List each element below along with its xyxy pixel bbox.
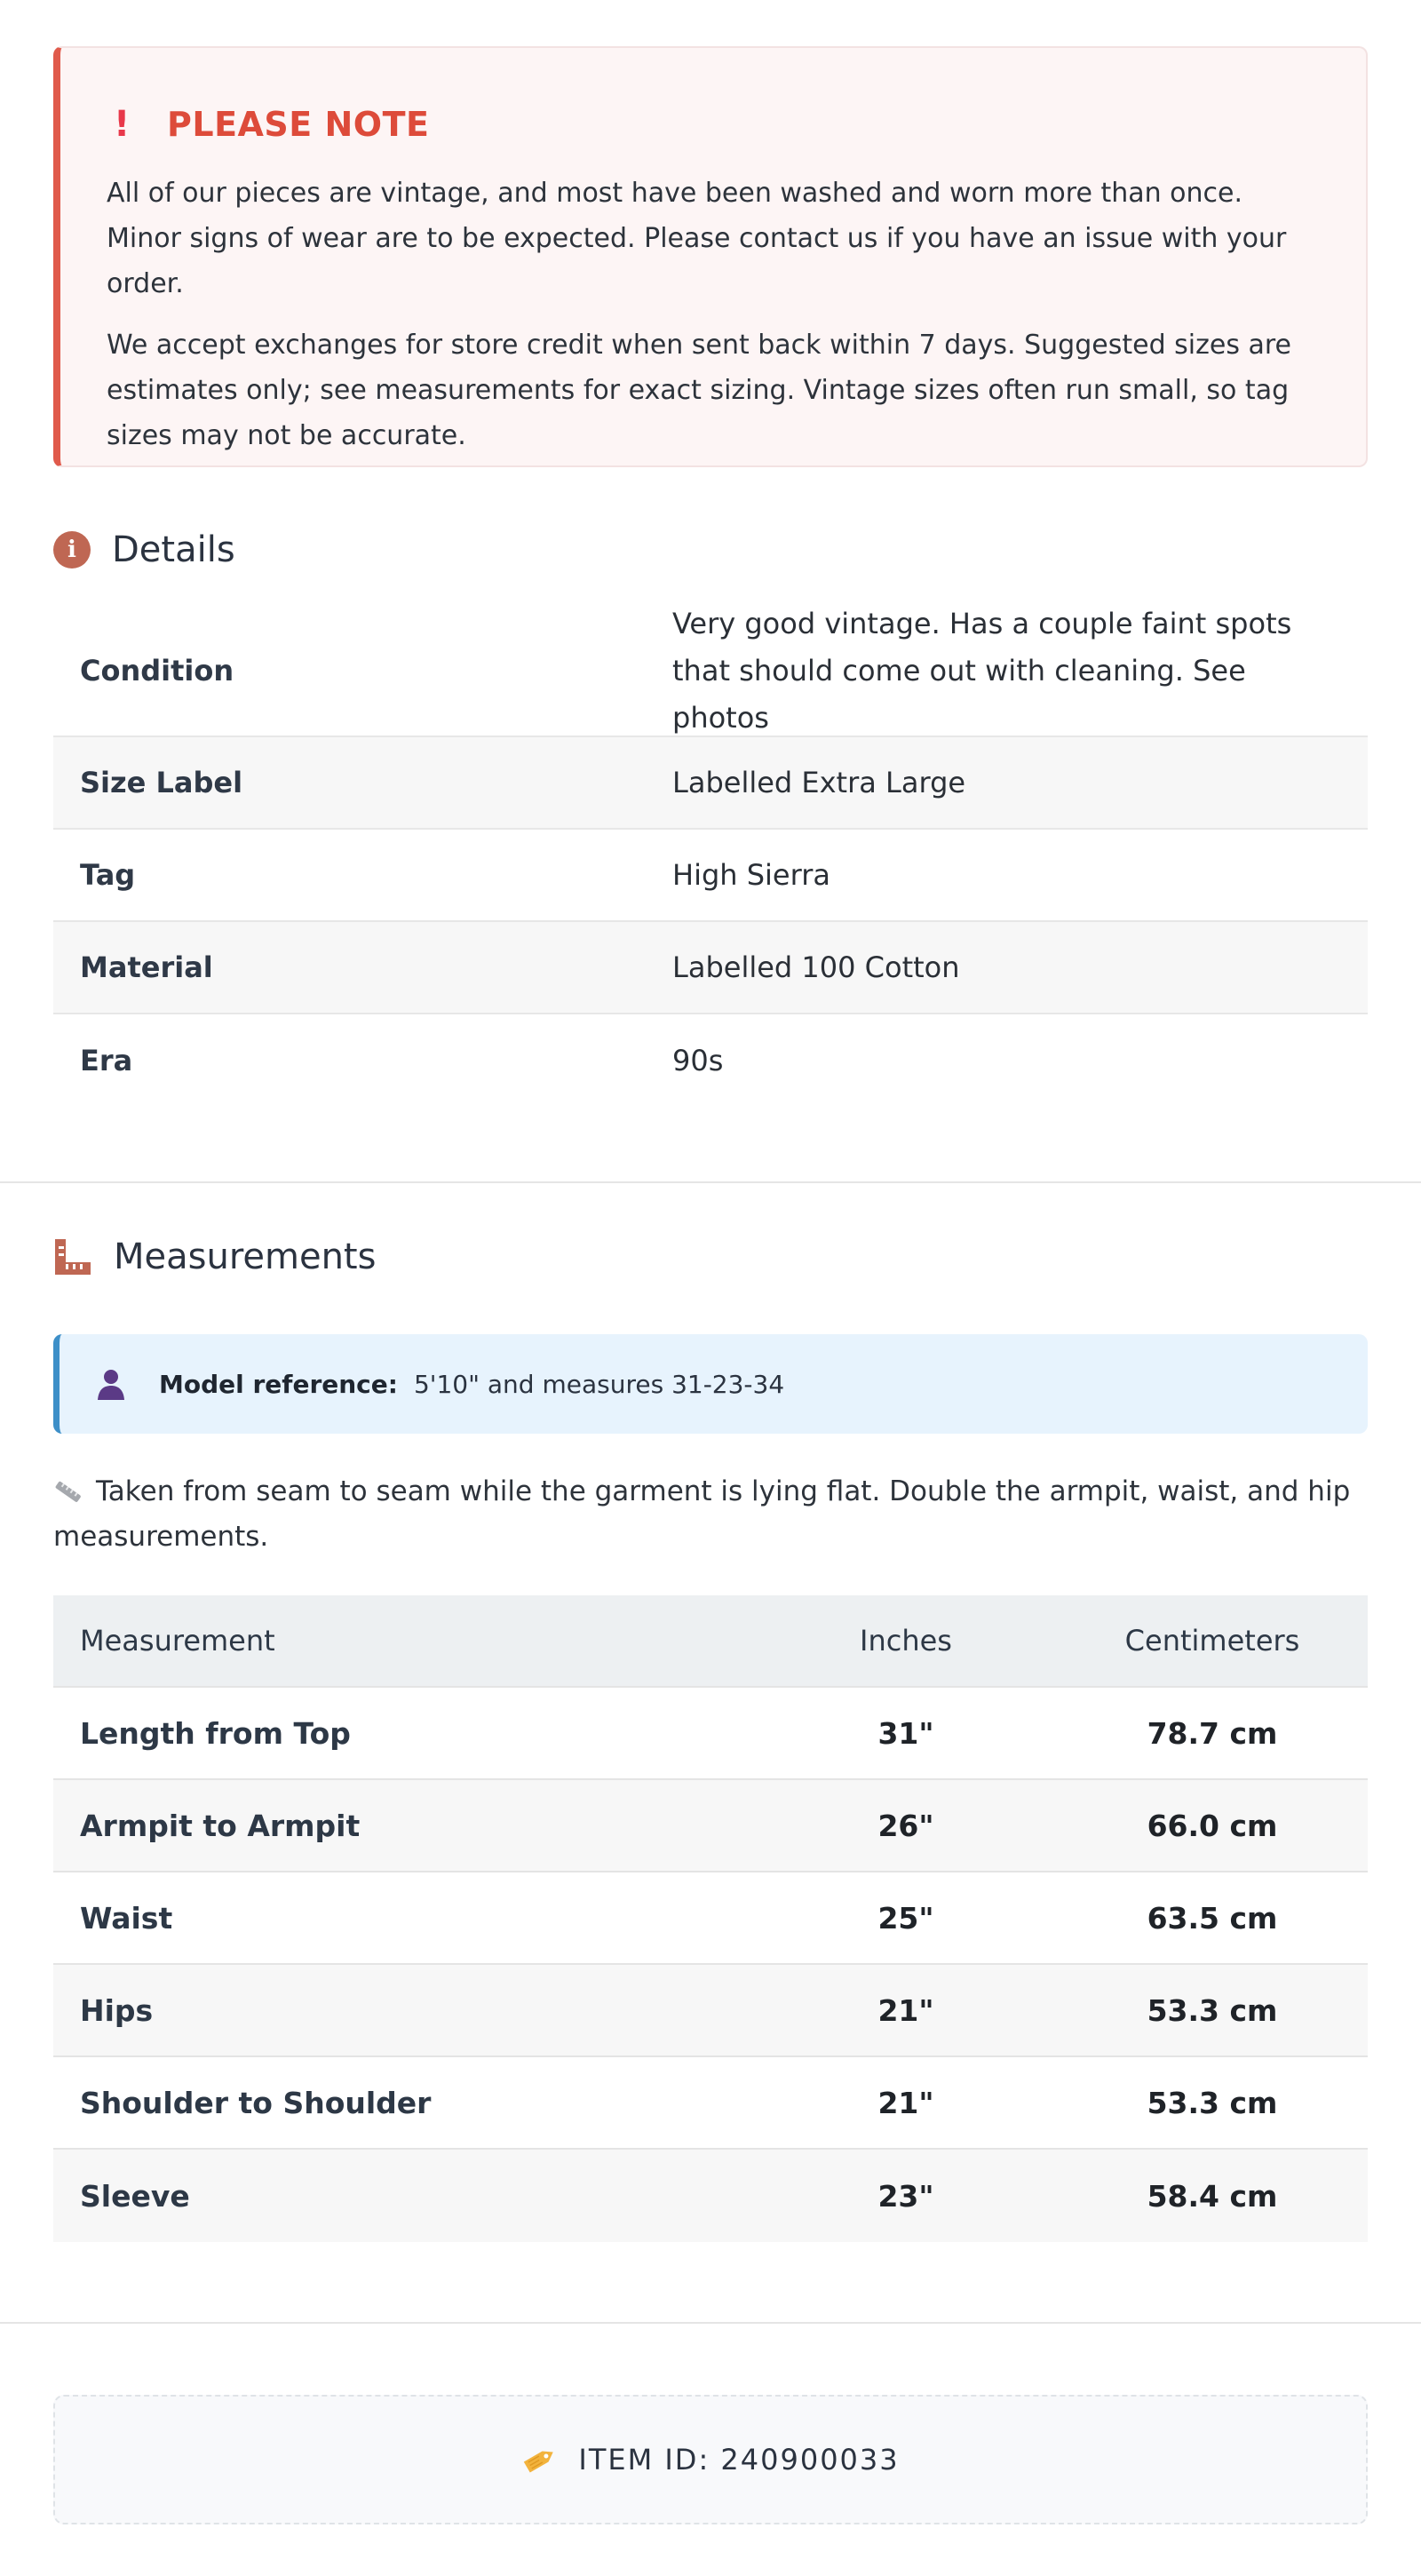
measurement-cm: 58.4 cm bbox=[1147, 2178, 1278, 2214]
notice-header bbox=[107, 96, 1320, 153]
measurement-cm: 63.5 cm bbox=[1147, 1900, 1278, 1936]
measurement-cm: 53.3 cm bbox=[1147, 1992, 1278, 2028]
table-header bbox=[53, 1595, 1368, 1688]
column-header-inches: Inches bbox=[860, 1624, 952, 1658]
measurement-inches: 21" bbox=[877, 1992, 934, 2028]
details-label: Size Label bbox=[80, 766, 243, 799]
details-row-size-label bbox=[53, 737, 1368, 830]
details-row-material bbox=[53, 922, 1368, 1014]
item-id-box bbox=[53, 2395, 1368, 2524]
details-label: Material bbox=[80, 950, 213, 984]
tag-icon bbox=[521, 2444, 559, 2476]
measurement-name: Hips bbox=[80, 1992, 154, 2028]
item-id-text: ITEM ID: 240900033 bbox=[578, 2443, 900, 2477]
model-reference-label: Model reference: bbox=[159, 1369, 398, 1399]
item-id-section bbox=[0, 2395, 1421, 2524]
table-row bbox=[53, 1780, 1368, 1872]
section-divider bbox=[0, 2322, 1421, 2324]
measurement-cm: 66.0 cm bbox=[1147, 1808, 1278, 1843]
details-value: Labelled 100 Cotton bbox=[672, 950, 960, 984]
model-reference-value: 5'10" and measures 31-23-34 bbox=[413, 1369, 785, 1399]
measurement-cm: 78.7 cm bbox=[1147, 1715, 1278, 1751]
measurements-table bbox=[53, 1595, 1368, 2242]
details-row-tag bbox=[53, 830, 1368, 922]
measurement-inches: 21" bbox=[877, 2085, 934, 2120]
details-label: Condition bbox=[80, 654, 234, 688]
ruler-small-icon bbox=[53, 1481, 83, 1502]
measurement-name: Sleeve bbox=[80, 2178, 190, 2214]
measurement-note-text: Taken from seam to seam while the garment is lying flat. Double the armpit, waist, and hip measurements. bbox=[53, 1475, 1351, 1553]
column-header-centimeters: Centimeters bbox=[1124, 1624, 1300, 1658]
ruler-icon bbox=[53, 1237, 92, 1276]
table-row bbox=[53, 1688, 1368, 1780]
measurement-inches: 23" bbox=[877, 2178, 934, 2214]
details-row-era bbox=[53, 1014, 1368, 1107]
person-icon bbox=[93, 1366, 129, 1402]
measurement-name: Waist bbox=[80, 1900, 173, 1936]
details-table bbox=[53, 606, 1368, 1107]
product-info-page bbox=[0, 0, 1421, 1107]
please-note-box bbox=[53, 46, 1368, 467]
table-row bbox=[53, 1965, 1368, 2057]
table-row bbox=[53, 2150, 1368, 2242]
details-value: 90s bbox=[672, 1043, 724, 1077]
notice-paragraph-1: All of our pieces are vintage, and most have been washed and worn more than once. Minor signs of wear are to be expected. Please contact us if you have an issue with your order. bbox=[107, 178, 1287, 299]
details-heading bbox=[53, 529, 1368, 570]
measurements-title: Measurements bbox=[114, 1236, 377, 1277]
table-row bbox=[53, 2057, 1368, 2150]
measurements-section bbox=[0, 1183, 1421, 2242]
measurement-note bbox=[53, 1469, 1368, 1560]
notice-title: PLEASE NOTE bbox=[167, 105, 430, 144]
measurement-inches: 31" bbox=[877, 1715, 934, 1751]
table-row bbox=[53, 1872, 1368, 1965]
exclamation-icon: ! bbox=[114, 104, 131, 145]
measurement-name: Armpit to Armpit bbox=[80, 1808, 361, 1843]
notice-paragraph-2: We accept exchanges for store credit when sent back within 7 days. Suggested sizes are estimates only; see measurements for exact sizing. Vintage sizes often run small, so tag sizes may not be accurate. bbox=[107, 330, 1292, 451]
details-value: Very good vintage. Has a couple faint spots that should come out with cleaning. See photos bbox=[672, 606, 1292, 735]
model-reference-box bbox=[53, 1334, 1368, 1434]
measurement-name: Length from Top bbox=[80, 1715, 351, 1751]
details-label: Era bbox=[80, 1044, 133, 1077]
details-label: Tag bbox=[80, 858, 136, 892]
details-value: Labelled Extra Large bbox=[672, 765, 966, 799]
measurement-inches: 25" bbox=[877, 1900, 934, 1936]
details-row-condition bbox=[53, 606, 1368, 737]
column-header-measurement: Measurement bbox=[80, 1624, 275, 1658]
measurement-cm: 53.3 cm bbox=[1147, 2085, 1278, 2120]
measurement-inches: 26" bbox=[877, 1808, 934, 1843]
info-icon: i bbox=[53, 531, 91, 568]
measurement-name: Shoulder to Shoulder bbox=[80, 2085, 432, 2120]
measurements-heading bbox=[53, 1236, 1368, 1277]
details-title: Details bbox=[112, 529, 235, 570]
details-value: High Sierra bbox=[672, 857, 830, 892]
